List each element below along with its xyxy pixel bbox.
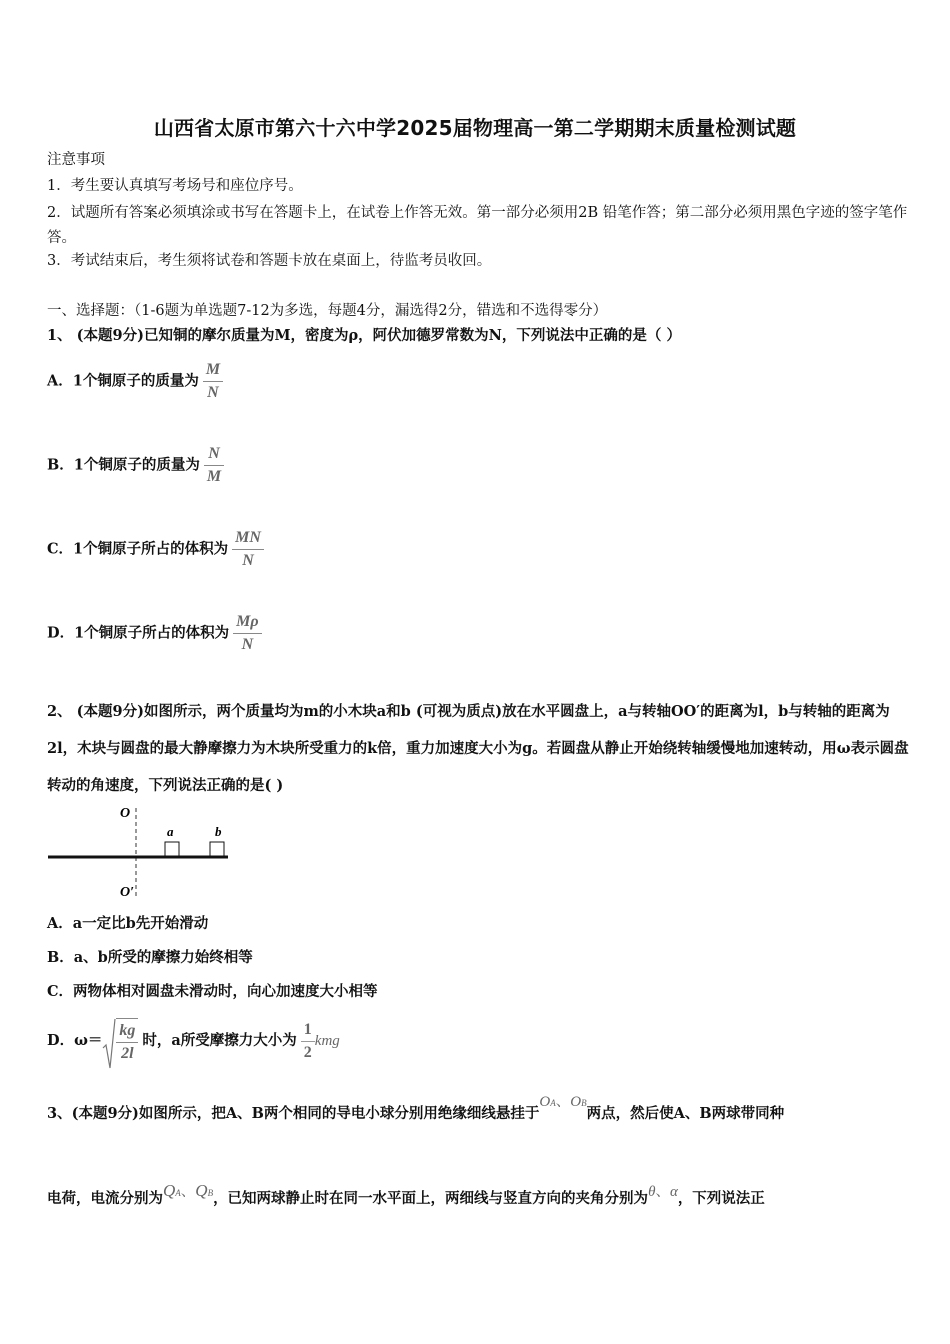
point-oa bbox=[539, 1094, 555, 1110]
q3-text-2: 两点，然后使A、B两球带同种 bbox=[586, 1105, 785, 1122]
notice-heading: 注意事项 bbox=[47, 152, 105, 168]
q2-option-d-prefix: D．ω＝ bbox=[47, 1032, 103, 1049]
notice-item-2: 2．试题所有答案必须填涂或书写在答题卡上，在试卷上作答无效。第一部分必须用2B 铅笔作答；第二部分必须用黑色字迹的签字笔作答。 bbox=[47, 205, 908, 246]
fraction-denominator: N bbox=[241, 636, 254, 653]
charge-qb-symbol: Q bbox=[195, 1181, 208, 1200]
q3-separator-2: 、 bbox=[180, 1184, 196, 1200]
q2-option-c: C．两物体相对圆盘未滑动时，向心加速度大小相等 bbox=[47, 983, 378, 1000]
point-oa-subscript: A bbox=[550, 1098, 556, 1108]
q1-option-b-label: B．1个铜原子的质量为 bbox=[47, 456, 200, 474]
q1-stem: 1、 (本题9分)已知铜的摩尔质量为M，密度为ρ，阿伏加德罗常数为N，下列说法中正确的是（ ） bbox=[47, 327, 681, 344]
q2-option-b: B．a、b所受的摩擦力始终相等 bbox=[47, 949, 253, 966]
block-b-label: b bbox=[215, 824, 222, 839]
half-fraction bbox=[301, 1020, 315, 1063]
q1-option-a-fraction bbox=[203, 360, 223, 403]
notice-item-3: 3．考试结束后，考生须将试卷和答题卡放在桌面上，待监考员收回。 bbox=[47, 253, 492, 269]
charge-qa-subscript: A bbox=[175, 1188, 181, 1198]
q2-disk-diagram bbox=[44, 798, 244, 908]
fraction-numerator: 1 bbox=[301, 1020, 315, 1042]
q2-stem: 2、 (本题9分)如图所示，两个质量均为m的小木块a和b (可视为质点)放在水平圆盘上，a与转轴OO′的距离为l，b与转轴的距离为2l，木块与圆盘的最大静摩擦力为木块所受重力的k倍，重力加速度大小为g。若圆盘从静止开始绕转轴缓慢地加速转动，用ω表示圆盘转动的角速度，下列说法正确的是( ) bbox=[47, 703, 909, 794]
section-heading: 一、选择题：（1-6题为单选题7-12为多选，每题4分，漏选得2分，错选和不选得零分） bbox=[47, 303, 608, 319]
block-b bbox=[210, 842, 224, 856]
q3-text-5: ，下列说法正 bbox=[677, 1190, 765, 1207]
q2-option-d bbox=[47, 1018, 340, 1064]
charge-qb-subscript: B bbox=[207, 1188, 214, 1198]
block-a-label: a bbox=[167, 824, 174, 839]
fraction-numerator: kg bbox=[116, 1021, 138, 1043]
q3-text-3: 电荷，电流分别为 bbox=[47, 1190, 163, 1207]
fraction-denominator: N bbox=[207, 384, 219, 401]
q1-option-d-label: D．1个铜原子所占的体积为 bbox=[47, 624, 230, 642]
axis-top-label: O bbox=[120, 806, 131, 821]
point-ob-subscript: B bbox=[581, 1098, 587, 1108]
q3-line-1 bbox=[47, 1094, 785, 1125]
block-a bbox=[165, 842, 179, 856]
q1-option-c-fraction bbox=[232, 528, 264, 571]
q1-option-c bbox=[47, 528, 264, 571]
q3-text-4: ，已知两球静止时在同一水平面上，两细线与竖直方向的夹角分别为 bbox=[213, 1190, 649, 1207]
charge-qb bbox=[195, 1181, 213, 1200]
q1-option-d-fraction bbox=[233, 612, 261, 655]
q2-option-d-middle: 时，a所受摩擦力大小为 bbox=[142, 1032, 297, 1049]
fraction-denominator: 2l bbox=[121, 1045, 134, 1062]
fraction-denominator: M bbox=[206, 468, 222, 485]
charge-qa-symbol: Q bbox=[163, 1181, 176, 1200]
kmg-expression: kmg bbox=[314, 1033, 340, 1049]
point-oa-symbol: O bbox=[539, 1094, 551, 1110]
point-ob-symbol: O bbox=[570, 1094, 582, 1110]
q1-option-b bbox=[47, 444, 224, 487]
q1-option-a-label: A．1个铜原子的质量为 bbox=[47, 372, 199, 390]
q3-separator-3: 、 bbox=[655, 1184, 670, 1200]
notice-item-1: 1．考生要认真填写考场号和座位序号。 bbox=[47, 178, 303, 194]
square-root bbox=[102, 1018, 138, 1064]
sqrt-fraction bbox=[116, 1018, 138, 1064]
q1-option-b-fraction bbox=[204, 444, 224, 487]
fraction-denominator: 2 bbox=[303, 1043, 312, 1061]
fraction-numerator: N bbox=[204, 444, 224, 466]
q2-option-a: A．a一定比b先开始滑动 bbox=[47, 915, 209, 932]
fraction-denominator: N bbox=[242, 552, 254, 569]
fraction-numerator: Mρ bbox=[233, 612, 261, 634]
q3-line-2 bbox=[47, 1181, 765, 1210]
point-ob bbox=[570, 1094, 586, 1110]
charge-qa bbox=[163, 1181, 181, 1200]
radical-sign-icon bbox=[102, 1018, 116, 1070]
q1-option-c-label: C．1个铜原子所占的体积为 bbox=[47, 540, 229, 558]
page-title: 山西省太原市第六十六中学2025届物理高一第二学期期末质量检测试题 bbox=[153, 116, 797, 140]
q3-separator-1: 、 bbox=[555, 1094, 571, 1110]
q1-option-a bbox=[47, 360, 223, 403]
fraction-numerator: MN bbox=[232, 528, 264, 550]
q1-option-d bbox=[47, 612, 262, 655]
axis-bottom-label: O′ bbox=[120, 885, 135, 900]
fraction-numerator: M bbox=[203, 360, 223, 382]
angle-alpha: α bbox=[669, 1184, 678, 1200]
angle-theta: θ bbox=[648, 1184, 656, 1200]
q3-text-1: 3、(本题9分)如图所示，把A、B两个相同的导电小球分别用绝缘细线悬挂于 bbox=[47, 1105, 540, 1122]
